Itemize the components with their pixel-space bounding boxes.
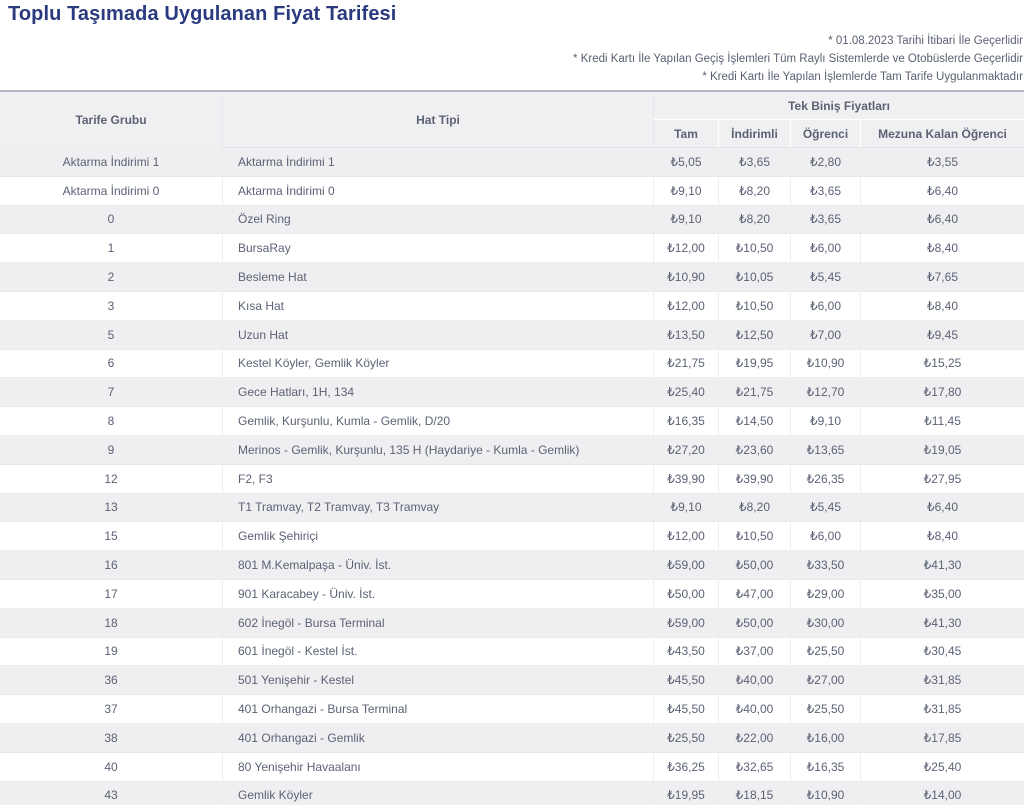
cell-tam: ₺12,00	[653, 292, 718, 321]
cell-indirimli: ₺18,15	[718, 782, 790, 805]
table-row	[0, 522, 1024, 551]
cell-tarife-grubu: 5	[0, 321, 222, 350]
cell-mezuna-kalan-ogrenci: ₺15,25	[860, 350, 1024, 379]
cell-tarife-grubu: Aktarma İndirimi 1	[0, 148, 222, 177]
cell-tam: ₺12,00	[653, 234, 718, 263]
fare-table-header	[0, 92, 1024, 148]
table-row	[0, 465, 1024, 494]
cell-mezuna-kalan-ogrenci: ₺17,80	[860, 378, 1024, 407]
table-row	[0, 292, 1024, 321]
cell-indirimli: ₺50,00	[718, 609, 790, 638]
cell-mezuna-kalan-ogrenci: ₺30,45	[860, 638, 1024, 667]
cell-hat-tipi: Besleme Hat	[222, 263, 653, 292]
note-credit-card-transit: * Kredi Kartı İle Yapılan Geçiş İşlemleri Tüm Raylı Sistemlerde ve Otobüslerde Geçerlidir	[573, 53, 1023, 65]
cell-ogrenci: ₺29,00	[790, 580, 860, 609]
table-row	[0, 206, 1024, 235]
cell-hat-tipi: Gemlik, Kurşunlu, Kumla - Gemlik, D/20	[222, 407, 653, 436]
cell-indirimli: ₺19,95	[718, 350, 790, 379]
cell-tarife-grubu: 16	[0, 551, 222, 580]
cell-hat-tipi: Özel Ring	[222, 206, 653, 235]
cell-tarife-grubu: 7	[0, 378, 222, 407]
cell-indirimli: ₺32,65	[718, 753, 790, 782]
cell-ogrenci: ₺16,00	[790, 724, 860, 753]
cell-mezuna-kalan-ogrenci: ₺11,45	[860, 407, 1024, 436]
cell-indirimli: ₺8,20	[718, 206, 790, 235]
cell-mezuna-kalan-ogrenci: ₺9,45	[860, 321, 1024, 350]
cell-hat-tipi: T1 Tramvay, T2 Tramvay, T3 Tramvay	[222, 494, 653, 523]
cell-ogrenci: ₺13,65	[790, 436, 860, 465]
table-row	[0, 753, 1024, 782]
cell-hat-tipi: 501 Yenişehir - Kestel	[222, 666, 653, 695]
table-row	[0, 177, 1024, 206]
cell-hat-tipi: BursaRay	[222, 234, 653, 263]
table-row	[0, 724, 1024, 753]
cell-hat-tipi: 901 Karacabey - Üniv. İst.	[222, 580, 653, 609]
cell-ogrenci: ₺9,10	[790, 407, 860, 436]
table-row	[0, 580, 1024, 609]
cell-hat-tipi: Kısa Hat	[222, 292, 653, 321]
cell-tam: ₺9,10	[653, 177, 718, 206]
cell-hat-tipi: 401 Orhangazi - Bursa Terminal	[222, 695, 653, 724]
cell-tam: ₺25,40	[653, 378, 718, 407]
cell-tam: ₺45,50	[653, 695, 718, 724]
cell-indirimli: ₺40,00	[718, 695, 790, 724]
cell-tam: ₺9,10	[653, 494, 718, 523]
cell-tarife-grubu: 8	[0, 407, 222, 436]
cell-ogrenci: ₺6,00	[790, 234, 860, 263]
cell-mezuna-kalan-ogrenci: ₺19,05	[860, 436, 1024, 465]
table-row	[0, 234, 1024, 263]
table-row	[0, 263, 1024, 292]
table-row	[0, 638, 1024, 667]
table-row	[0, 407, 1024, 436]
cell-ogrenci: ₺16,35	[790, 753, 860, 782]
cell-tam: ₺43,50	[653, 638, 718, 667]
cell-tam: ₺21,75	[653, 350, 718, 379]
note-validity-date: * 01.08.2023 Tarihi İtibari İle Geçerlidir	[828, 35, 1023, 47]
cell-mezuna-kalan-ogrenci: ₺7,65	[860, 263, 1024, 292]
cell-hat-tipi: 602 İnegöl - Bursa Terminal	[222, 609, 653, 638]
table-row	[0, 551, 1024, 580]
cell-ogrenci: ₺2,80	[790, 148, 860, 177]
cell-mezuna-kalan-ogrenci: ₺8,40	[860, 292, 1024, 321]
cell-indirimli: ₺50,00	[718, 551, 790, 580]
cell-mezuna-kalan-ogrenci: ₺17,85	[860, 724, 1024, 753]
cell-tarife-grubu: 17	[0, 580, 222, 609]
cell-indirimli: ₺21,75	[718, 378, 790, 407]
cell-tam: ₺50,00	[653, 580, 718, 609]
cell-mezuna-kalan-ogrenci: ₺41,30	[860, 609, 1024, 638]
cell-indirimli: ₺37,00	[718, 638, 790, 667]
table-row	[0, 378, 1024, 407]
column-header-ogrenci: Öğrenci	[790, 120, 860, 148]
cell-mezuna-kalan-ogrenci: ₺35,00	[860, 580, 1024, 609]
cell-ogrenci: ₺26,35	[790, 465, 860, 494]
cell-tam: ₺16,35	[653, 407, 718, 436]
cell-hat-tipi: 601 İnegöl - Kestel İst.	[222, 638, 653, 667]
cell-indirimli: ₺10,50	[718, 522, 790, 551]
fare-table-body	[0, 148, 1024, 805]
column-header-tam: Tam	[653, 120, 718, 148]
cell-hat-tipi: F2, F3	[222, 465, 653, 494]
cell-indirimli: ₺22,00	[718, 724, 790, 753]
cell-tarife-grubu: 0	[0, 206, 222, 235]
cell-indirimli: ₺47,00	[718, 580, 790, 609]
table-row	[0, 350, 1024, 379]
cell-hat-tipi: 401 Orhangazi - Gemlik	[222, 724, 653, 753]
cell-tam: ₺39,90	[653, 465, 718, 494]
cell-tarife-grubu: 36	[0, 666, 222, 695]
fare-table	[0, 90, 1024, 805]
column-header-mezuna-kalan-ogrenci: Mezuna Kalan Öğrenci	[860, 120, 1024, 148]
cell-tam: ₺25,50	[653, 724, 718, 753]
cell-ogrenci: ₺30,00	[790, 609, 860, 638]
cell-tarife-grubu: 1	[0, 234, 222, 263]
cell-hat-tipi: Gemlik Şehiriçi	[222, 522, 653, 551]
cell-ogrenci: ₺3,65	[790, 177, 860, 206]
cell-indirimli: ₺39,90	[718, 465, 790, 494]
cell-ogrenci: ₺5,45	[790, 494, 860, 523]
cell-ogrenci: ₺27,00	[790, 666, 860, 695]
cell-tam: ₺19,95	[653, 782, 718, 805]
cell-mezuna-kalan-ogrenci: ₺27,95	[860, 465, 1024, 494]
cell-tarife-grubu: 18	[0, 609, 222, 638]
cell-indirimli: ₺40,00	[718, 666, 790, 695]
cell-indirimli: ₺14,50	[718, 407, 790, 436]
cell-ogrenci: ₺3,65	[790, 206, 860, 235]
cell-mezuna-kalan-ogrenci: ₺31,85	[860, 695, 1024, 724]
note-credit-card-full-fare: * Kredi Kartı İle Yapılan İşlemlerde Tam Tarife Uygulanmaktadır	[702, 71, 1023, 83]
cell-ogrenci: ₺10,90	[790, 350, 860, 379]
cell-mezuna-kalan-ogrenci: ₺6,40	[860, 177, 1024, 206]
cell-tam: ₺59,00	[653, 609, 718, 638]
table-row	[0, 782, 1024, 805]
cell-tarife-grubu: 43	[0, 782, 222, 805]
cell-tarife-grubu: 19	[0, 638, 222, 667]
table-row	[0, 695, 1024, 724]
table-row	[0, 494, 1024, 523]
cell-indirimli: ₺10,50	[718, 234, 790, 263]
header-group-row	[0, 92, 1024, 120]
cell-ogrenci: ₺25,50	[790, 638, 860, 667]
cell-hat-tipi: Gemlik Köyler	[222, 782, 653, 805]
cell-indirimli: ₺3,65	[718, 148, 790, 177]
cell-ogrenci: ₺6,00	[790, 522, 860, 551]
cell-tarife-grubu: 13	[0, 494, 222, 523]
cell-mezuna-kalan-ogrenci: ₺6,40	[860, 206, 1024, 235]
cell-ogrenci: ₺6,00	[790, 292, 860, 321]
cell-hat-tipi: 801 M.Kemalpaşa - Üniv. İst.	[222, 551, 653, 580]
table-row	[0, 666, 1024, 695]
cell-tarife-grubu: 9	[0, 436, 222, 465]
cell-tarife-grubu: 6	[0, 350, 222, 379]
cell-tarife-grubu: 15	[0, 522, 222, 551]
cell-mezuna-kalan-ogrenci: ₺8,40	[860, 522, 1024, 551]
cell-hat-tipi: Merinos - Gemlik, Kurşunlu, 135 H (Haydariye - Kumla - Gemlik)	[222, 436, 653, 465]
cell-tam: ₺10,90	[653, 263, 718, 292]
cell-indirimli: ₺8,20	[718, 177, 790, 206]
cell-ogrenci: ₺12,70	[790, 378, 860, 407]
cell-tarife-grubu: Aktarma İndirimi 0	[0, 177, 222, 206]
cell-tam: ₺59,00	[653, 551, 718, 580]
cell-hat-tipi: Kestel Köyler, Gemlik Köyler	[222, 350, 653, 379]
cell-tam: ₺9,10	[653, 206, 718, 235]
table-row	[0, 436, 1024, 465]
column-header-hat-tipi: Hat Tipi	[222, 92, 653, 148]
cell-tam: ₺36,25	[653, 753, 718, 782]
cell-mezuna-kalan-ogrenci: ₺6,40	[860, 494, 1024, 523]
cell-mezuna-kalan-ogrenci: ₺14,00	[860, 782, 1024, 805]
cell-tarife-grubu: 2	[0, 263, 222, 292]
footnotes	[0, 32, 1024, 86]
cell-tam: ₺12,00	[653, 522, 718, 551]
cell-tam: ₺5,05	[653, 148, 718, 177]
cell-ogrenci: ₺5,45	[790, 263, 860, 292]
column-header-tarife-grubu: Tarife Grubu	[0, 92, 222, 148]
cell-tarife-grubu: 3	[0, 292, 222, 321]
cell-tam: ₺27,20	[653, 436, 718, 465]
cell-indirimli: ₺8,20	[718, 494, 790, 523]
cell-hat-tipi: Aktarma İndirimi 1	[222, 148, 653, 177]
cell-ogrenci: ₺10,90	[790, 782, 860, 805]
cell-indirimli: ₺12,50	[718, 321, 790, 350]
cell-tam: ₺45,50	[653, 666, 718, 695]
cell-mezuna-kalan-ogrenci: ₺3,55	[860, 148, 1024, 177]
cell-tarife-grubu: 37	[0, 695, 222, 724]
table-row	[0, 609, 1024, 638]
page-title: Toplu Taşımada Uygulanan Fiyat Tarifesi	[8, 3, 397, 25]
cell-ogrenci: ₺33,50	[790, 551, 860, 580]
column-group-header-tek-binis-fiyatlari: Tek Biniş Fiyatları	[653, 92, 1024, 120]
cell-ogrenci: ₺25,50	[790, 695, 860, 724]
cell-mezuna-kalan-ogrenci: ₺8,40	[860, 234, 1024, 263]
cell-hat-tipi: Uzun Hat	[222, 321, 653, 350]
table-row	[0, 148, 1024, 177]
cell-ogrenci: ₺7,00	[790, 321, 860, 350]
cell-tarife-grubu: 40	[0, 753, 222, 782]
cell-tarife-grubu: 38	[0, 724, 222, 753]
cell-tarife-grubu: 12	[0, 465, 222, 494]
cell-indirimli: ₺23,60	[718, 436, 790, 465]
cell-hat-tipi: 80 Yenişehir Havaalanı	[222, 753, 653, 782]
cell-hat-tipi: Aktarma İndirimi 0	[222, 177, 653, 206]
cell-indirimli: ₺10,50	[718, 292, 790, 321]
cell-mezuna-kalan-ogrenci: ₺25,40	[860, 753, 1024, 782]
cell-mezuna-kalan-ogrenci: ₺31,85	[860, 666, 1024, 695]
table-row	[0, 321, 1024, 350]
cell-tam: ₺13,50	[653, 321, 718, 350]
cell-indirimli: ₺10,05	[718, 263, 790, 292]
cell-hat-tipi: Gece Hatları, 1H, 134	[222, 378, 653, 407]
column-header-indirimli: İndirimli	[718, 120, 790, 148]
cell-mezuna-kalan-ogrenci: ₺41,30	[860, 551, 1024, 580]
